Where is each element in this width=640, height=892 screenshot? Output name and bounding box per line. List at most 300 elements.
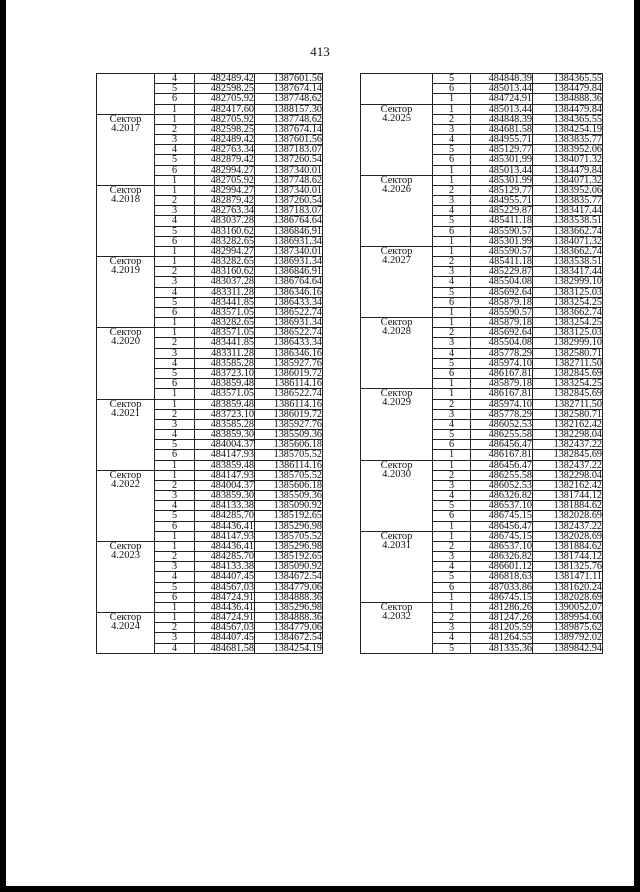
sector-name: Сектор: [109, 541, 142, 552]
point-number: 2: [433, 613, 471, 623]
point-number: 1: [155, 104, 195, 114]
point-number: 5: [155, 84, 195, 94]
point-number: 6: [155, 521, 195, 531]
coordinate-x: 485974.10: [471, 399, 533, 409]
coordinate-y: 1386019.72: [255, 368, 323, 378]
coordinate-x: 484004.37: [195, 440, 255, 450]
coordinate-y: 1383538.51: [533, 257, 603, 267]
coordinate-y: 1387748.62: [255, 175, 323, 185]
point-number: 1: [155, 185, 195, 195]
point-number: 1: [155, 602, 195, 612]
coordinate-y: 1385509.36: [255, 430, 323, 440]
coordinate-y: 1386846.91: [255, 267, 323, 277]
point-number: 1: [433, 531, 471, 541]
sector-name: Сектор: [109, 327, 142, 339]
coordinate-y: 1381471.11: [533, 572, 603, 582]
coordinate-x: 483571.05: [195, 328, 255, 338]
table-row: [361, 389, 603, 399]
coordinate-y: 1386114.16: [255, 379, 323, 389]
point-number: 1: [155, 114, 195, 124]
coordinate-y: 1386346.16: [255, 287, 323, 297]
coordinate-x: 483723.10: [195, 368, 255, 378]
table-row: [361, 175, 603, 185]
coordinate-y: 1387260.54: [255, 196, 323, 206]
coordinate-y: 1385090.92: [255, 501, 323, 511]
point-number: 1: [155, 246, 195, 256]
coordinate-x: 484436.41: [195, 541, 255, 551]
sector-code: 4.2019: [111, 265, 140, 277]
coordinate-x: 485013.44: [471, 165, 533, 175]
coordinate-y: 1383417.44: [533, 206, 603, 216]
point-number: 5: [155, 226, 195, 236]
coordinate-y: 1382162.42: [533, 480, 603, 490]
point-number: 1: [155, 399, 195, 409]
point-number: 1: [433, 460, 471, 470]
coordinate-y: 1383952.06: [533, 185, 603, 195]
point-number: 5: [155, 297, 195, 307]
point-number: 2: [433, 470, 471, 480]
sector-cell: [97, 257, 155, 328]
coordinate-y: 1381744.12: [533, 491, 603, 501]
coordinate-y: 1382845.69: [533, 368, 603, 378]
point-number: 6: [433, 84, 471, 94]
point-number: 5: [155, 511, 195, 521]
coordinate-x: 483723.10: [195, 409, 255, 419]
sector-cell: [97, 399, 155, 470]
coordinate-x: 483585.28: [195, 419, 255, 429]
sector-name: Сектор: [109, 399, 142, 410]
coordinate-x: 486537.10: [471, 501, 533, 511]
coordinate-x: 483859.48: [195, 460, 255, 470]
point-number: 6: [155, 592, 195, 602]
sector-code: 4.2021: [111, 407, 140, 419]
point-number: 5: [433, 358, 471, 368]
coordinate-y: 1390052.07: [533, 602, 603, 612]
point-number: 6: [155, 236, 195, 246]
coordinate-y: 1382162.42: [533, 419, 603, 429]
coordinate-y: 1384071.32: [533, 236, 603, 246]
coordinate-x: 482598.25: [195, 84, 255, 94]
coordinate-y: 1387601.56: [255, 74, 323, 84]
point-number: 2: [433, 328, 471, 338]
coordinate-x: 485411.18: [471, 257, 533, 267]
point-number: 4: [155, 216, 195, 226]
point-number: 1: [155, 541, 195, 551]
coordinate-x: 484133.38: [195, 562, 255, 572]
coordinate-y: 1384071.32: [533, 175, 603, 185]
point-number: 4: [155, 145, 195, 155]
coordinate-y: 1389875.62: [533, 623, 603, 633]
coordinate-y: 1383662.74: [533, 307, 603, 317]
coordinate-x: 483311.28: [195, 287, 255, 297]
sector-cell: [361, 246, 433, 317]
table-row: [97, 399, 323, 409]
coordinate-x: 485301.99: [471, 236, 533, 246]
sector-cell: [361, 104, 433, 175]
point-number: 3: [155, 562, 195, 572]
table-row: [97, 541, 323, 551]
coordinate-y: 1385606.18: [255, 480, 323, 490]
point-number: 1: [155, 531, 195, 541]
point-number: 1: [433, 450, 471, 460]
coordinate-x: 485013.44: [471, 84, 533, 94]
sector-name: Сектор: [109, 470, 142, 481]
coordinate-y: 1384479.84: [533, 84, 603, 94]
coordinate-x: 484436.41: [195, 602, 255, 612]
point-number: 4: [433, 348, 471, 358]
sector-cell: [97, 328, 155, 399]
point-number: 5: [433, 430, 471, 440]
point-number: 3: [155, 419, 195, 429]
coordinate-y: 1383952.06: [533, 145, 603, 155]
sector-name: Сектор: [109, 185, 142, 196]
point-number: 1: [433, 165, 471, 175]
point-number: 3: [155, 277, 195, 287]
table-row: [361, 74, 603, 84]
coordinate-y: 1381884.62: [533, 501, 603, 511]
sector-cell: [361, 318, 433, 389]
point-number: 5: [155, 582, 195, 592]
coordinate-y: 1384254.19: [533, 124, 603, 134]
table-row: [97, 470, 323, 480]
point-number: 2: [155, 480, 195, 490]
sector-cell: [361, 602, 433, 653]
coordinate-x: 486601.12: [471, 562, 533, 572]
point-number: 2: [155, 552, 195, 562]
coordinate-y: 1388157.30: [255, 104, 323, 114]
coordinate-y: 1384888.36: [255, 613, 323, 623]
point-number: 2: [433, 114, 471, 124]
coordinate-x: 486456.47: [471, 440, 533, 450]
point-number: 1: [433, 236, 471, 246]
coordinate-x: 483571.05: [195, 389, 255, 399]
coordinate-x: 486745.15: [471, 531, 533, 541]
coordinate-x: 482705.92: [195, 94, 255, 104]
coordinate-x: 485229.87: [471, 206, 533, 216]
coordinate-x: 484848.39: [471, 74, 533, 84]
coordinate-y: 1383125.03: [533, 328, 603, 338]
point-number: 2: [155, 338, 195, 348]
coordinate-y: 1385296.98: [255, 541, 323, 551]
coordinate-y: 1387674.14: [255, 124, 323, 134]
coordinate-y: 1387748.62: [255, 114, 323, 124]
coordinate-x: 483160.62: [195, 226, 255, 236]
point-number: 1: [433, 521, 471, 531]
coordinate-x: 485129.77: [471, 145, 533, 155]
coordinate-x: 481335.36: [471, 643, 533, 653]
point-number: 4: [155, 74, 195, 84]
coordinates-table-left: [96, 73, 323, 654]
coordinate-x: 486052.53: [471, 419, 533, 429]
coordinate-y: 1383125.03: [533, 287, 603, 297]
point-number: 2: [433, 399, 471, 409]
point-number: 5: [433, 501, 471, 511]
point-number: 5: [155, 155, 195, 165]
coordinate-y: 1383662.74: [533, 246, 603, 256]
coordinate-x: 485692.64: [471, 328, 533, 338]
coordinate-y: 1386846.91: [255, 226, 323, 236]
point-number: 3: [155, 206, 195, 216]
sector-name: Сектор: [380, 246, 413, 257]
point-number: 3: [433, 552, 471, 562]
coordinate-x: 483160.62: [195, 267, 255, 277]
coordinate-y: 1384888.36: [533, 94, 603, 104]
coordinate-x: 484436.41: [195, 521, 255, 531]
point-number: 4: [155, 572, 195, 582]
point-number: 6: [155, 450, 195, 460]
sector-cell: [361, 460, 433, 531]
coordinate-x: 484147.93: [195, 470, 255, 480]
coordinate-y: 1382028.69: [533, 531, 603, 541]
point-number: 5: [433, 287, 471, 297]
point-number: 5: [433, 572, 471, 582]
coordinate-y: 1382437.22: [533, 460, 603, 470]
coordinate-y: 1383538.51: [533, 216, 603, 226]
point-number: 1: [433, 246, 471, 256]
coordinate-x: 484955.71: [471, 196, 533, 206]
point-number: 6: [433, 511, 471, 521]
coordinate-y: 1382999.10: [533, 277, 603, 287]
coordinate-y: 1383835.77: [533, 135, 603, 145]
sector-cell: [97, 74, 155, 115]
coordinate-y: 1384779.06: [255, 582, 323, 592]
coordinate-x: 482489.42: [195, 74, 255, 84]
coordinate-y: 1387674.14: [255, 84, 323, 94]
sector-code: 4.2031: [382, 539, 411, 551]
coordinate-x: 482705.92: [195, 114, 255, 124]
coordinate-x: 485411.18: [471, 216, 533, 226]
sector-name: Сектор: [380, 602, 413, 613]
point-number: 3: [155, 491, 195, 501]
coordinate-y: 1382711.50: [533, 399, 603, 409]
coordinate-x: 485504.08: [471, 338, 533, 348]
point-number: 5: [433, 216, 471, 226]
coordinate-x: 486167.81: [471, 389, 533, 399]
coordinate-x: 484955.71: [471, 135, 533, 145]
sector-code: 4.2023: [111, 549, 140, 561]
coordinate-x: 485301.99: [471, 175, 533, 185]
coordinate-y: 1387340.01: [255, 246, 323, 256]
coordinate-x: 483037.28: [195, 277, 255, 287]
coordinate-y: 1386764.64: [255, 216, 323, 226]
point-number: 6: [433, 226, 471, 236]
coordinate-y: 1384365.55: [533, 114, 603, 124]
sector-code: 4.2027: [382, 254, 411, 266]
coordinate-y: 1385090.92: [255, 562, 323, 572]
coordinate-y: 1387748.62: [255, 94, 323, 104]
coordinate-y: 1382298.04: [533, 430, 603, 440]
point-number: 1: [155, 328, 195, 338]
table-row: [361, 104, 603, 114]
coordinate-x: 483571.05: [195, 307, 255, 317]
table-row: [97, 114, 323, 124]
point-number: 5: [433, 643, 471, 653]
point-number: 3: [433, 480, 471, 490]
coordinate-y: 1385296.98: [255, 521, 323, 531]
coordinate-x: 486745.15: [471, 592, 533, 602]
point-number: 4: [433, 277, 471, 287]
sector-name: Сектор: [109, 114, 142, 125]
point-number: 2: [155, 623, 195, 633]
coordinate-y: 1385705.52: [255, 470, 323, 480]
sector-code: 4.2018: [111, 193, 140, 205]
coordinate-x: 484848.39: [471, 114, 533, 124]
coordinate-y: 1382999.10: [533, 338, 603, 348]
coordinate-y: 1384888.36: [255, 592, 323, 602]
sector-cell: [361, 531, 433, 602]
table-row: [97, 613, 323, 623]
coordinate-y: 1386114.16: [255, 460, 323, 470]
coordinate-x: 484724.91: [195, 613, 255, 623]
coordinate-y: 1382298.04: [533, 470, 603, 480]
coordinate-x: 485013.44: [471, 104, 533, 114]
coordinate-y: 1382580.71: [533, 348, 603, 358]
table-row: [97, 257, 323, 267]
sector-name: Сектор: [380, 531, 413, 542]
table-row: [97, 328, 323, 338]
point-number: 3: [155, 348, 195, 358]
coordinate-y: 1385606.18: [255, 440, 323, 450]
point-number: 6: [433, 297, 471, 307]
coordinate-x: 486052.53: [471, 480, 533, 490]
coordinate-y: 1389954.60: [533, 613, 603, 623]
point-number: 1: [433, 592, 471, 602]
point-number: 6: [433, 440, 471, 450]
coordinate-x: 485590.57: [471, 246, 533, 256]
coordinate-x: 486326.82: [471, 552, 533, 562]
coordinate-x: 482489.42: [195, 135, 255, 145]
coordinate-x: 485229.87: [471, 267, 533, 277]
point-number: 5: [155, 368, 195, 378]
point-number: 1: [155, 460, 195, 470]
coordinate-x: 483585.28: [195, 358, 255, 368]
point-number: 1: [433, 389, 471, 399]
sector-code: 4.2032: [382, 610, 411, 622]
sector-name: Сектор: [380, 104, 413, 115]
coordinate-y: 1382580.71: [533, 409, 603, 419]
sector-cell: [361, 74, 433, 105]
sector-code: 4.2017: [111, 122, 140, 134]
point-number: 4: [433, 633, 471, 643]
point-number: 6: [155, 307, 195, 317]
coordinate-x: 483441.85: [195, 297, 255, 307]
sector-name: Сектор: [380, 460, 413, 471]
coordinate-x: 483859.30: [195, 491, 255, 501]
coordinate-x: 482994.27: [195, 246, 255, 256]
coordinate-x: 485301.99: [471, 155, 533, 165]
sector-name: Сектор: [109, 612, 142, 624]
coordinate-y: 1387601.56: [255, 135, 323, 145]
point-number: 1: [433, 175, 471, 185]
coordinate-x: 485974.10: [471, 358, 533, 368]
point-number: 3: [433, 409, 471, 419]
coordinate-x: 486818.63: [471, 572, 533, 582]
point-number: 3: [433, 338, 471, 348]
point-number: 6: [433, 155, 471, 165]
point-number: 1: [433, 318, 471, 328]
coordinate-y: 1386019.72: [255, 409, 323, 419]
coordinate-x: 485590.57: [471, 307, 533, 317]
coordinate-x: 483311.28: [195, 348, 255, 358]
coordinate-x: 484724.91: [471, 94, 533, 104]
coordinate-y: 1386522.74: [255, 328, 323, 338]
coordinate-x: 484004.37: [195, 480, 255, 490]
sector-code: 4.2020: [111, 336, 140, 348]
point-number: 1: [155, 389, 195, 399]
sector-cell: [97, 613, 155, 654]
coordinate-x: 482994.27: [195, 165, 255, 175]
point-number: 3: [433, 124, 471, 134]
coordinate-x: 483859.48: [195, 399, 255, 409]
coordinate-y: 1384365.55: [533, 74, 603, 84]
coordinate-y: 1385927.76: [255, 419, 323, 429]
coordinate-y: 1385192.65: [255, 511, 323, 521]
coordinate-x: 485879.18: [471, 379, 533, 389]
coordinate-x: 481264.55: [471, 633, 533, 643]
coordinate-y: 1387340.01: [255, 165, 323, 175]
coordinate-y: 1382845.69: [533, 389, 603, 399]
coordinate-y: 1381325.76: [533, 562, 603, 572]
coordinate-x: 487033.86: [471, 582, 533, 592]
sector-name: Сектор: [380, 388, 413, 400]
point-number: 4: [433, 491, 471, 501]
point-number: 2: [433, 257, 471, 267]
point-number: 2: [155, 267, 195, 277]
point-number: 2: [155, 196, 195, 206]
point-number: 6: [433, 582, 471, 592]
coordinate-y: 1384479.84: [533, 104, 603, 114]
coordinate-y: 1382028.69: [533, 511, 603, 521]
coordinate-y: 1384479.84: [533, 165, 603, 175]
point-number: 4: [433, 562, 471, 572]
coordinate-x: 485879.18: [471, 297, 533, 307]
sector-cell: [97, 114, 155, 185]
point-number: 1: [433, 602, 471, 612]
sector-code: 4.2029: [382, 397, 411, 409]
coordinate-x: 484567.03: [195, 582, 255, 592]
coordinate-x: 484285.70: [195, 552, 255, 562]
coordinate-x: 481286.26: [471, 602, 533, 612]
coordinate-x: 482705.92: [195, 175, 255, 185]
point-number: 1: [155, 470, 195, 480]
point-number: 4: [155, 358, 195, 368]
point-number: 4: [433, 135, 471, 145]
point-number: 3: [155, 135, 195, 145]
coordinate-y: 1385296.98: [255, 602, 323, 612]
coordinate-y: 1383662.74: [533, 226, 603, 236]
coordinate-y: 1385509.36: [255, 491, 323, 501]
point-number: 4: [155, 501, 195, 511]
coordinate-y: 1382711.50: [533, 358, 603, 368]
coordinate-x: 486456.47: [471, 460, 533, 470]
point-number: 1: [155, 318, 195, 328]
point-number: 2: [155, 409, 195, 419]
point-number: 4: [155, 643, 195, 653]
sector-cell: [361, 175, 433, 246]
coordinate-y: 1386522.74: [255, 389, 323, 399]
coordinate-x: 484407.45: [195, 633, 255, 643]
sector-code: 4.2025: [382, 112, 411, 124]
coordinates-table-right: [360, 73, 603, 654]
coordinate-y: 1383254.25: [533, 297, 603, 307]
coordinate-x: 484285.70: [195, 511, 255, 521]
coordinate-x: 484681.58: [195, 643, 255, 653]
point-number: 1: [155, 175, 195, 185]
coordinate-y: 1387183.07: [255, 145, 323, 155]
coordinate-y: 1382845.69: [533, 450, 603, 460]
coordinate-x: 482417.60: [195, 104, 255, 114]
coordinate-x: 485778.29: [471, 348, 533, 358]
